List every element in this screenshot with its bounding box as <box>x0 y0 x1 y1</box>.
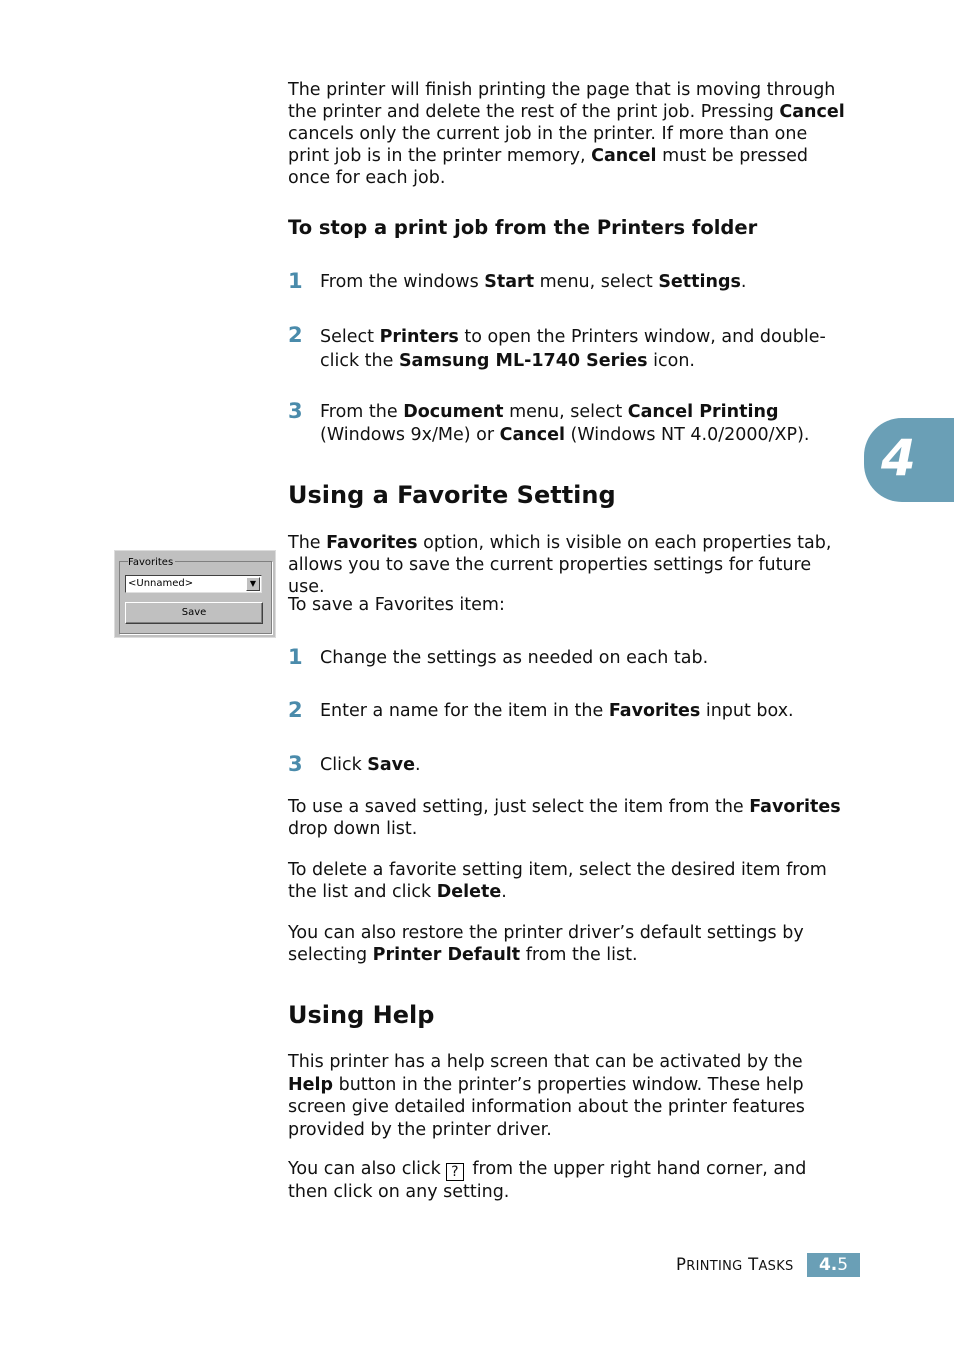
step-number: 1 <box>288 269 303 293</box>
step-text: Click Save. <box>320 755 421 775</box>
help-heading: Using Help <box>288 1001 435 1029</box>
step-number: 2 <box>288 698 303 722</box>
step-text: Change the settings as needed on each tab. <box>320 648 709 668</box>
favorites-dropdown[interactable] <box>125 575 262 593</box>
favorites-save-button[interactable]: Save <box>125 602 263 624</box>
help-click-paragraph: You can also click ? from the upper right hand corner, and then click on any setting. <box>288 1159 807 1202</box>
chapter-tab-marker <box>864 418 954 502</box>
help-paragraph: This printer has a help screen that can be activated by the Help button in the printer’s properties window. These help screen give detailed information about the printer features provided by the printer driver. <box>288 1052 805 1140</box>
to-save-text: To save a Favorites item: <box>288 595 505 615</box>
step-text: Select Printers to open the Printers window, and double-click the Samsung ML-1740 Series icon. <box>320 327 826 371</box>
delete-paragraph: To delete a favorite setting item, select the desired item from the list and click Delete. <box>288 860 827 902</box>
footer-section-label: PRINTING TASKS <box>676 1255 794 1274</box>
step-text: From the windows Start menu, select Settings. <box>320 272 747 292</box>
dropdown-arrow-icon[interactable]: ▼ <box>246 577 260 591</box>
intro-paragraph: The printer will finish printing the page that is moving through the printer and delete the rest of the print job. Pressing Cancel cancels only the current job in the printer. If more than one print job is in the printer memory, Cancel must be pressed once for each job. <box>288 80 845 188</box>
chapter-number: 4 <box>881 429 916 487</box>
stop-print-heading: To stop a print job from the Printers folder <box>288 216 758 239</box>
use-saved-paragraph: To use a saved setting, just select the item from the Favorites drop down list. <box>288 797 841 839</box>
step-number: 3 <box>288 399 303 423</box>
favorites-group-label: Favorites <box>128 557 174 568</box>
favorite-heading: Using a Favorite Setting <box>288 481 616 509</box>
favorites-selected-value: <Unnamed> <box>128 578 194 589</box>
step-text: From the Document menu, select Cancel Printing (Windows 9x/Me) or Cancel (Windows NT 4.0/2000/XP). <box>320 402 810 445</box>
step-number: 1 <box>288 645 303 669</box>
step-number: 3 <box>288 752 303 776</box>
favorite-intro: The Favorites option, which is visible on each properties tab, allows you to save the current properties settings for future use. <box>288 533 832 597</box>
step-text: Enter a name for the item in the Favorites input box. <box>320 701 794 721</box>
restore-paragraph: You can also restore the printer driver’s default settings by selecting Printer Default from the list. <box>288 923 804 965</box>
page-number-badge: 4.5 <box>807 1253 860 1277</box>
step-number: 2 <box>288 323 303 347</box>
help-question-icon: ? <box>446 1163 464 1181</box>
